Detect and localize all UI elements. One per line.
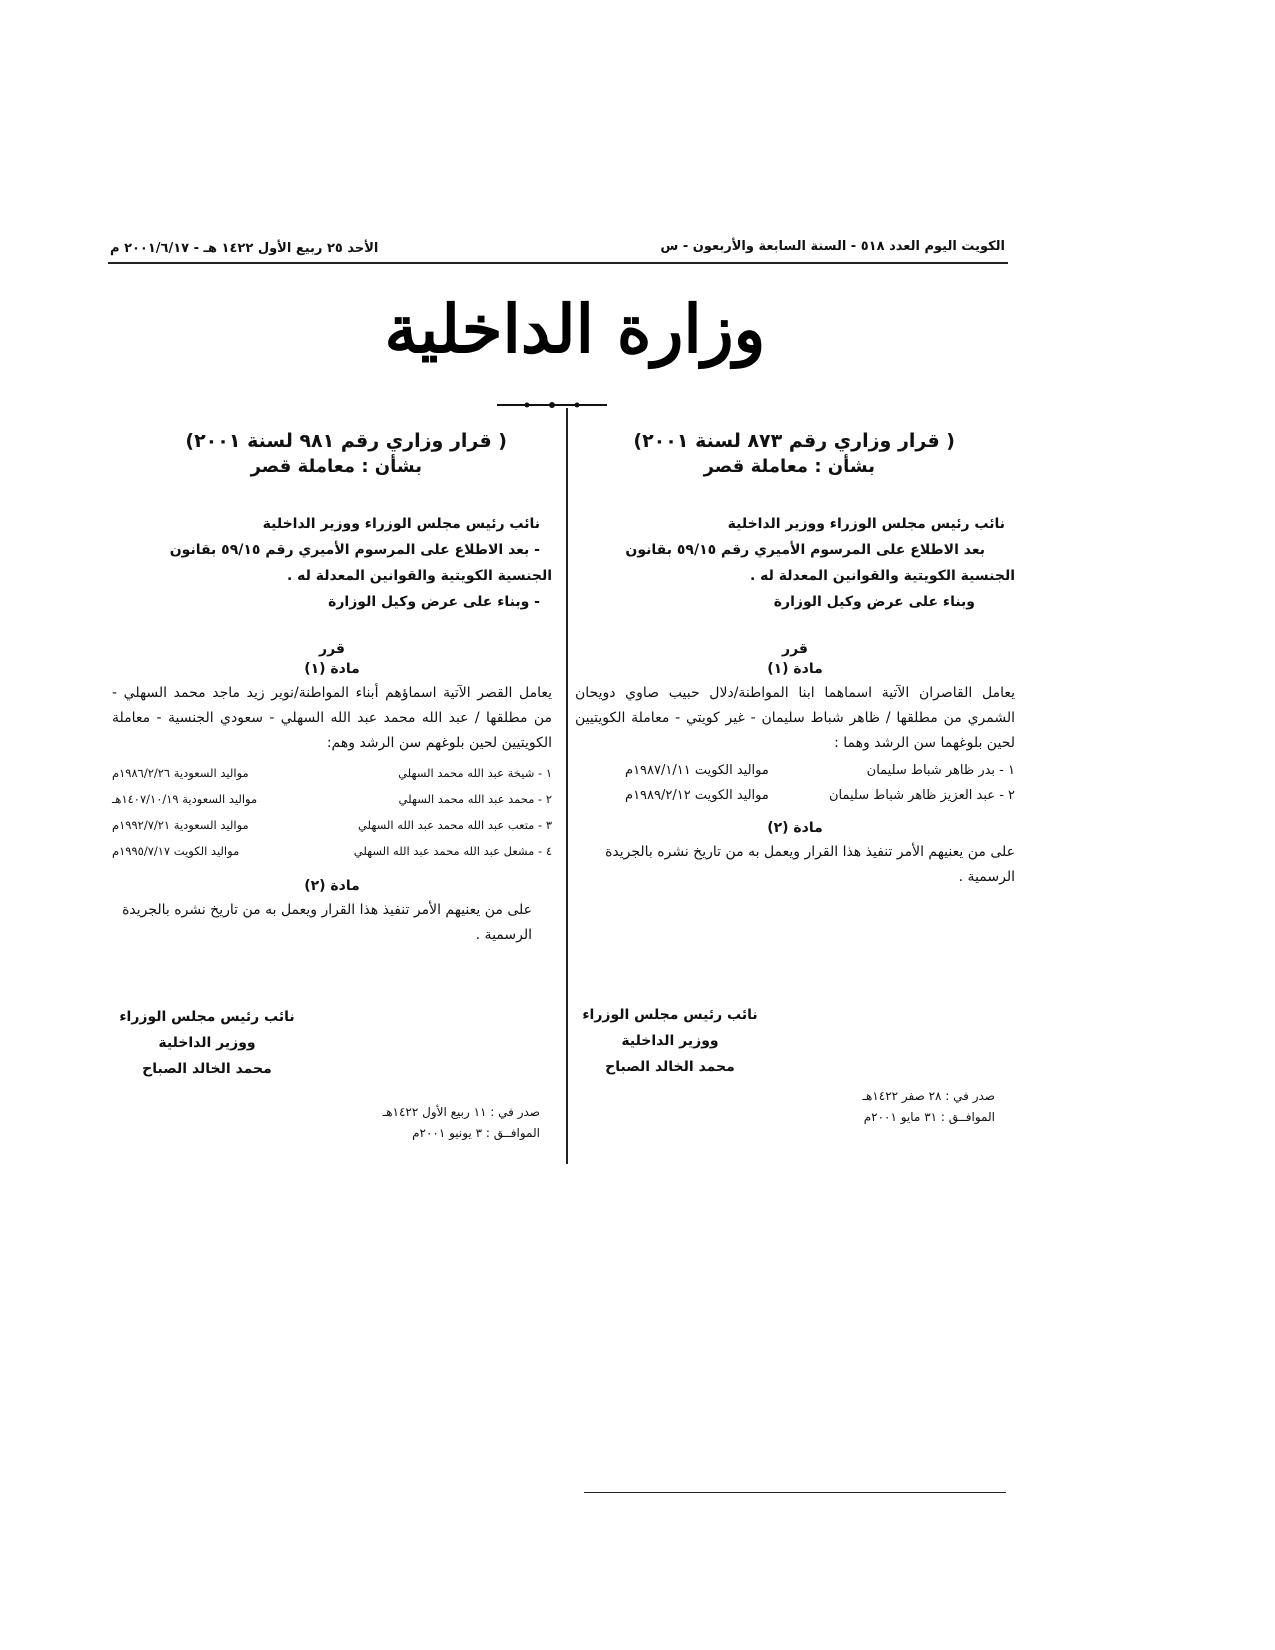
decision-873-title: ( قرار وزاري رقم ٨٧٣ لسنة ٢٠٠١) (633, 430, 955, 452)
preamble-line: الجنسية الكويتية والقوانين المعدلة له . (749, 568, 1015, 584)
preamble-line: نائب رئيس مجلس الوزراء ووزير الداخلية (727, 516, 1005, 532)
decided-label: قرر (319, 641, 345, 657)
child-birth: مواليد السعودية ١٩٨٦/٢/٢٦م (112, 766, 249, 780)
decision-873 (575, 410, 1015, 1128)
decision-981-issued (112, 1102, 552, 1144)
article-1-text: يعامل القاصران الآتية اسماهما ابنا المواطنة/دلال حبيب صاوي دويحان الشمري من مطلقها / ظاهر شباط سليمان - غير كويتي - معاملة الكويتيين لحين بلوغهما سن الرشد وهما : (575, 685, 1015, 751)
preamble-line: الجنسية الكويتية والقوانين المعدلة له . (286, 568, 552, 584)
preamble-line: - بعد الاطلاع على المرسوم الأميري رقم ٥٩/١٥ بقانون (169, 542, 540, 558)
issued-date-gregorian: الموافــق : ٣ يونيو ٢٠٠١م (412, 1126, 540, 1140)
child-name: ٤ - مشعل عبد الله محمد عبد الله السهلي (353, 844, 552, 858)
preamble-line: - وبناء على عرض وكيل الوزارة (328, 594, 540, 610)
issued-date-hijri: صدر في : ١١ ربيع الأول ١٤٢٢هـ (382, 1105, 540, 1119)
preamble-line: نائب رئيس مجلس الوزراء ووزير الداخلية (262, 516, 540, 532)
list-item (112, 812, 552, 838)
list-item (575, 758, 1015, 783)
decision-873-preamble (575, 511, 1015, 615)
decision-981-signature (112, 1004, 302, 1082)
signature-line: نائب رئيس مجلس الوزراء (582, 1007, 758, 1023)
list-item (112, 786, 552, 812)
preamble-line: بعد الاطلاع على المرسوم الأميري رقم ٥٩/١٥ بقانون (625, 542, 985, 558)
children-list (575, 758, 1015, 808)
preamble-line: وبناء على عرض وكيل الوزارة (773, 594, 975, 610)
decision-981 (112, 410, 552, 1144)
decision-873-issued (575, 1086, 1015, 1128)
article-2-heading: مادة (٢) (767, 820, 823, 836)
signature-line: نائب رئيس مجلس الوزراء (119, 1009, 295, 1025)
decision-981-title: ( قرار وزاري رقم ٩٨١ لسنة ٢٠٠١) (185, 430, 507, 452)
issued-date-gregorian: الموافــق : ٣١ مايو ٢٠٠١م (863, 1110, 995, 1124)
article-2-text: على من يعنيهم الأمر تنفيذ هذا القرار ويعمل به من تاريخ نشره بالجريدة الرسمية . (605, 844, 1015, 885)
decision-873-signature (575, 1002, 1015, 1080)
decided-label: قرر (782, 641, 808, 657)
list-item (112, 760, 552, 786)
article-2-text: على من يعنيهم الأمر تنفيذ هذا القرار ويعمل به من تاريخ نشره بالجريدة الرسمية . (122, 902, 532, 943)
list-item (575, 783, 1015, 808)
header-rule (108, 262, 1008, 264)
child-birth: مواليد الكويت ١٩٨٧/١/١١م (625, 763, 769, 778)
signature-line: محمد الخالد الصباح (605, 1059, 735, 1075)
banner-ornament (497, 401, 607, 409)
header-issue-info: الكويت اليوم العدد ٥١٨ - السنة السابعة والأربعون - س (660, 239, 1005, 254)
child-birth: مواليد السعودية ١٤٠٧/١٠/١٩هـ (112, 792, 258, 806)
ministry-banner: وزارة الداخلية (384, 290, 766, 368)
article-1-heading: مادة (١) (304, 661, 360, 677)
footer-rule (584, 1492, 1006, 1493)
header-date: الأحد ٢٥ ربيع الأول ١٤٢٢ هـ - ٢٠٠١/٦/١٧ م (110, 241, 379, 256)
signature-line: محمد الخالد الصباح (142, 1061, 272, 1077)
signature-line: ووزير الداخلية (158, 1035, 256, 1051)
article-1-heading: مادة (١) (767, 661, 823, 677)
child-name: ٣ - متعب عبد الله محمد عبد الله السهلي (357, 818, 552, 832)
child-name: ١ - شيخة عبد الله محمد السهلي (398, 766, 552, 780)
decision-981-preamble (112, 511, 552, 615)
child-name: ٢ - محمد عبد الله محمد السهلي (398, 792, 552, 806)
decision-873-subject: بشأن : معاملة قصر (703, 456, 875, 477)
article-2-heading: مادة (٢) (304, 878, 360, 894)
children-list (112, 760, 552, 864)
signature-line: ووزير الداخلية (621, 1033, 719, 1049)
list-item (112, 838, 552, 864)
issued-date-hijri: صدر في : ٢٨ صفر ١٤٢٢هـ (862, 1089, 995, 1103)
child-birth: مواليد السعودية ١٩٩٢/٧/٢١م (112, 818, 249, 832)
child-birth: مواليد الكويت ١٩٨٩/٢/١٢م (625, 788, 769, 803)
decision-981-subject: بشأن : معاملة قصر (250, 456, 422, 477)
child-name: ١ - بدر ظاهر شباط سليمان (866, 763, 1015, 778)
article-1-text: يعامل القصر الآتية اسماؤهم أبناء المواطنة/نوير زيد ماجد محمد السهلي - من مطلقها / عبد الله محمد عبد الله السهلي - سعودي الجنسية - معاملة الكويتيين لحين بلوغهم سن الرشد وهم: (112, 685, 552, 751)
child-birth: مواليد الكويت ١٩٩٥/٧/١٧م (112, 844, 240, 858)
column-divider (566, 408, 568, 1164)
child-name: ٢ - عبد العزيز ظاهر شباط سليمان (828, 788, 1015, 803)
